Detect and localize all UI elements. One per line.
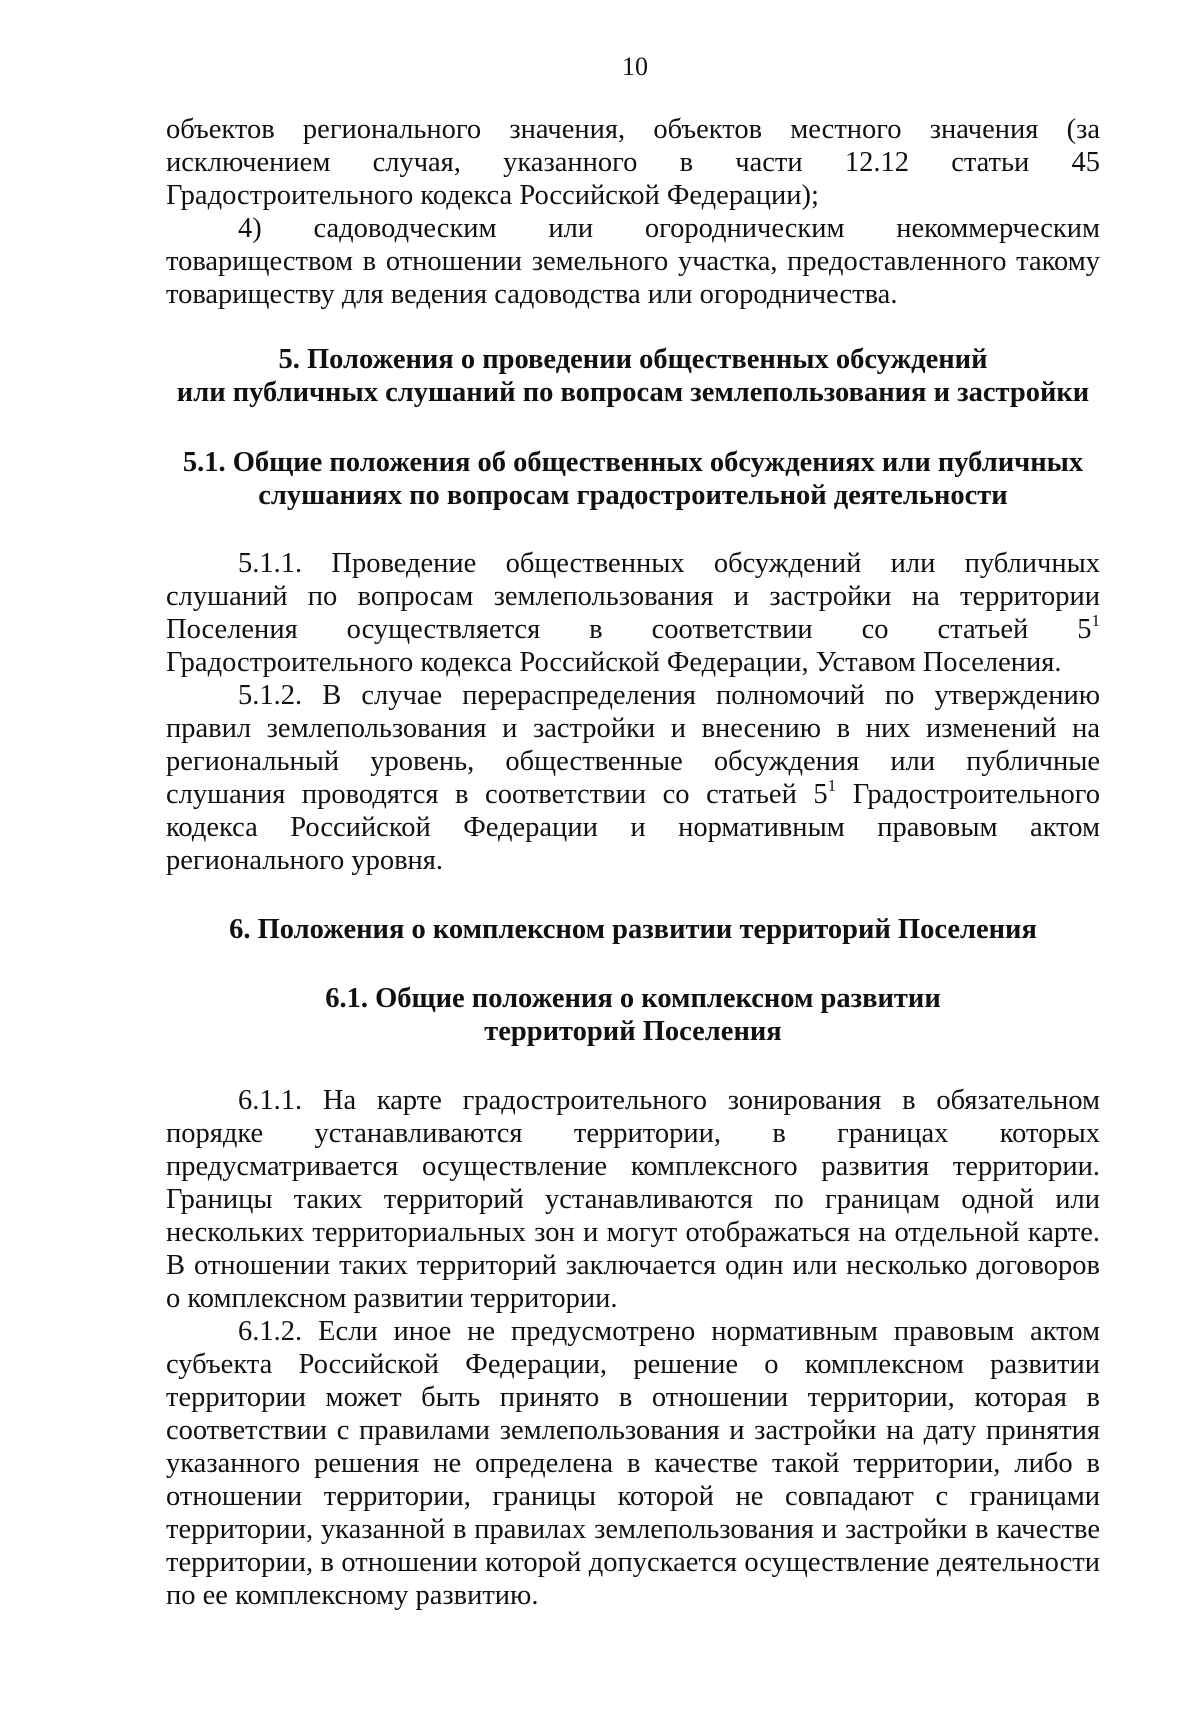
paragraph-intro: объектов регионального значения, объектов местного значения (за исключением случая, указанного в части 12.12 статьи 45 Градостроительного кодекса Российской Федерации); (166, 114, 1100, 211)
paragraph-5-1-2 (166, 679, 1100, 877)
section-heading-5 (166, 343, 1100, 409)
paragraph-5-1-2-text-after: Градостроительного кодекса Российской Федерации и нормативным правовым актом регионального уровня. (166, 779, 1100, 876)
paragraph-6-1-2: 6.1.2. Если иное не предусмотрено нормативным правовым актом субъекта Российской Федерации, решение о комплексном развитии территории может быть принято в отношении территории, которая в соответствии с правилами землепользования и застройки на дату принятия указанного решения не определена в качестве такой территории, либо в отношении территории, границы которой не совпадают с границами территории, указанной в правилах землепользования и застройки в качестве территории, в отношении которой допускается осуществление деятельности по ее комплексному развитию. (166, 1316, 1100, 1611)
paragraph-5-1-1-text-after: Градостроительного кодекса Российской Федерации, Уставом Поселения. (166, 647, 1062, 678)
subsection-heading-5-1 (166, 446, 1100, 512)
section-heading-5-line-1: 5. Положения о проведении общественных обсуждений (278, 344, 988, 375)
subsection-heading-5-1-line-1: 5.1. Общие положения об общественных обсуждениях или публичных (182, 447, 1084, 478)
subsection-heading-6-1 (166, 982, 1100, 1048)
section-heading-6: 6. Положения о комплексном развитии территорий Поселения (229, 914, 1037, 945)
paragraph-5-1-2-text-before: 5.1.2. В случае перераспределения полномочий по утверждению правил землепользования и застройки и внесению в них изменений на региональный уровень, общественные обсуждения или публичные слушания проводятся в соответствии со статьей 5 (166, 680, 1100, 810)
subsection-heading-6-1-line-1: 6.1. Общие положения о комплексном развитии (325, 983, 941, 1014)
page-number: 10 (622, 52, 648, 81)
subsection-heading-5-1-line-2: слушаниях по вопросам градостроительной деятельности (258, 480, 1008, 511)
section-heading-5-line-2: или публичных слушаний по вопросам землепользования и застройки (176, 377, 1090, 408)
paragraph-5-1-1-text-before: 5.1.1. Проведение общественных обсуждений или публичных слушаний по вопросам землепользования и застройки на территории Поселения осуществляется в соответствии со статьей 5 (166, 548, 1100, 645)
superscript-1: 1 (1091, 611, 1100, 630)
superscript-1: 1 (827, 776, 837, 795)
paragraph-5-1-1 (166, 547, 1100, 679)
document-body (166, 113, 1100, 1612)
subsection-heading-6-1-line-2: территорий Поселения (484, 1016, 782, 1047)
paragraph-item-4: 4) садоводческим или огородническим некоммерческим товариществом в отношении земельного участка, предоставленного такому товариществу для ведения садоводства или огородничества. (166, 213, 1100, 310)
paragraph-6-1-1: 6.1.1. На карте градостроительного зонирования в обязательном порядке устанавливаются территории, в границах которых предусматривается осуществление комплексного развития территории. Границы таких территорий устанавливаются по границам одной или нескольких территориальных зон и могут отображаться на отдельной карте. В отношении таких территорий заключается один или несколько договоров о комплексном развитии территории. (166, 1085, 1100, 1314)
